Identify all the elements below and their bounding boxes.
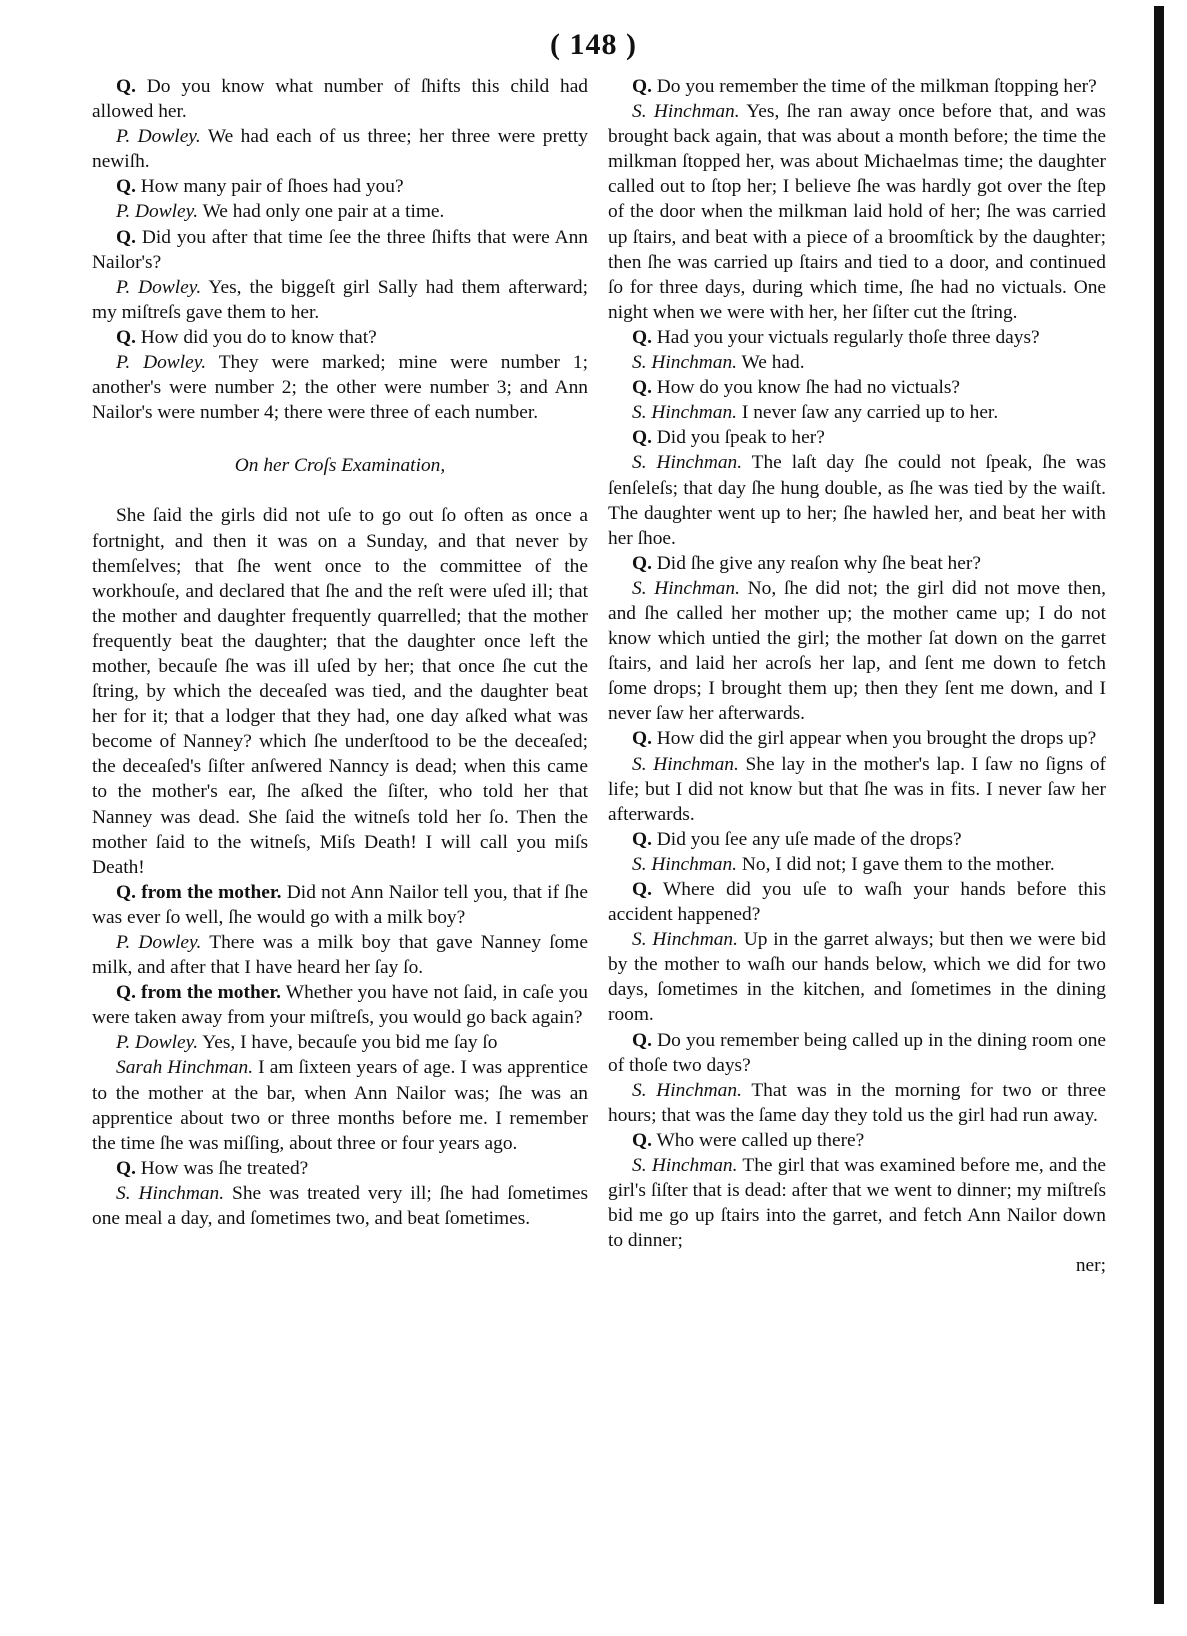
paragraph-text: Do you know what number of ſhifts this child had allowed her.	[92, 76, 588, 123]
speaker-label: Q.	[632, 828, 652, 850]
speaker-label: Q. from the mother.	[116, 982, 282, 1004]
section-heading: On her Croſs Examination,	[234, 455, 446, 477]
speaker-label: S. Hinchman.	[632, 402, 738, 424]
speaker-label: S. Hinchman.	[632, 1155, 738, 1177]
paragraph-text: The girl that was examined before me, and the girl's ſiſter that is dead: after that we went to dinner; my miſtreſs bid me go up ſtairs into the garret, and fetch Ann Nailor down to dinner;	[608, 1155, 1106, 1252]
speaker-label: P. Dowley.	[116, 352, 207, 374]
left-column	[92, 74, 588, 1231]
answer-paragraph	[608, 752, 1106, 827]
paragraph-text: The laſt day ſhe could not ſpeak, ſhe was ſenſeleſs; that day ſhe hung double, as ſhe was tied by the waiſt. The daughter went up to her; ſhe hawled her, and beat her with her ſhoe.	[608, 452, 1106, 549]
paragraph-text: Up in the garret always; but then we were bid by the mother to waſh our hands below, which we did for two days, ſometimes in the kitchen, and ſometimes in the dining room.	[608, 929, 1106, 1026]
question-paragraph	[92, 225, 588, 275]
catchword: ner;	[1075, 1255, 1106, 1277]
answer-paragraph	[608, 450, 1106, 550]
page-edge-shadow	[1154, 6, 1164, 1604]
speaker-label: Q.	[632, 1029, 652, 1051]
speaker-label: Q.	[116, 76, 136, 97]
paragraph-text: Did you ſee any uſe made of the drops?	[656, 828, 962, 850]
paragraph-text: Do you remember the time of the milkman ſtopping her?	[656, 76, 1097, 97]
answer-paragraph	[92, 275, 588, 325]
answer-paragraph	[92, 350, 588, 425]
question-paragraph	[92, 980, 588, 1030]
paragraph-text: She was treated very ill; ſhe had ſometimes one meal a day, and ſometimes two, and beat ſometimes.	[92, 1182, 588, 1230]
paragraph-text: There was a milk boy that gave Nanney ſome milk, and after that I have heard her ſay ſo.	[92, 932, 588, 979]
question-paragraph	[92, 174, 588, 199]
speaker-label: Q.	[632, 326, 652, 348]
speaker-label: Q.	[632, 1129, 652, 1151]
question-paragraph	[608, 425, 1106, 450]
answer-paragraph	[608, 576, 1106, 727]
paragraph-text: How did the girl appear when you brought the drops up?	[656, 728, 1097, 750]
paragraph-text: That was in the morning for two or three hours; that was the ſame day they told us the girl had run away.	[608, 1079, 1106, 1126]
paragraph-text: I never ſaw any carried up to her.	[741, 402, 999, 424]
paragraph-text: Did you ſpeak to her?	[656, 427, 825, 449]
paragraph-text: Yes, ſhe ran away once before that, and was brought back again, that was about a month before; the time the milkman ſtopped her, was about Michaelmas time; the daughter called out to ſtop her; I believe ſhe was hardly got over the ſtep of the door when the milkman laid hold of her; ſhe was carried up ſtairs, and beat with a piece of a broomſtick by the daughter; then ſhe was carried up ſtairs and tied to a door, and continued ſo for three days, during which time, ſhe had no victuals. One night when we were with her, her ſiſter cut the ſtring.	[608, 101, 1106, 323]
speaker-label: P. Dowley.	[116, 276, 202, 298]
answer-paragraph	[608, 99, 1106, 325]
question-paragraph	[608, 325, 1106, 350]
question-paragraph	[608, 375, 1106, 400]
speaker-label: S. Hinchman.	[632, 753, 739, 775]
paragraph-text: Did ſhe give any reaſon why ſhe beat her?	[656, 552, 981, 574]
paragraph-text: How do you know ſhe had no victuals?	[656, 377, 960, 399]
speaker-label: S. Hinchman.	[632, 929, 738, 951]
answer-paragraph	[92, 124, 588, 174]
question-paragraph	[92, 1156, 588, 1181]
paragraph-text: Had you your victuals regularly thoſe three days?	[656, 326, 1040, 348]
narrative-paragraph	[92, 503, 588, 879]
speaker-label: P. Dowley.	[116, 126, 201, 148]
paragraph-text: No, I did not; I gave them to the mother.	[741, 853, 1055, 875]
answer-paragraph	[92, 1055, 588, 1155]
answer-paragraph	[608, 1153, 1106, 1253]
speaker-label: Q.	[632, 552, 652, 574]
speaker-label: Q.	[632, 879, 652, 900]
answer-paragraph	[608, 400, 1106, 425]
answer-paragraph	[608, 927, 1106, 1027]
paragraph-text: How was ſhe treated?	[140, 1157, 309, 1179]
question-paragraph	[608, 726, 1106, 751]
question-paragraph	[608, 1128, 1106, 1153]
speaker-label: Q.	[632, 728, 652, 750]
paragraph-text: Do you remember being called up in the dining room one of thoſe two days?	[608, 1029, 1106, 1076]
speaker-label: Q. from the mother.	[116, 881, 282, 903]
speaker-label: Sarah Hinchman.	[116, 1057, 254, 1079]
answer-paragraph	[92, 1030, 588, 1055]
speaker-label: S. Hinchman.	[632, 452, 743, 474]
paragraph-text: We had only one pair at a time.	[202, 201, 445, 223]
paragraph-text: She ſaid the girls did not uſe to go out ſo often as once a fortnight, and then it was on a Sunday, and that never by themſelves; that ſhe went once to the committee of the workhouſe, and declared that ſhe and the reſt were uſed ill; that the mother and daughter frequently quarrelled; that the mother frequently beat the daughter; that the daughter once left the mother, becauſe ſhe was ill uſed by her; that once ſhe cut the ſtring, by which the deceaſed was tied, and the daughter beat her for it; that a lodger that they had, one day aſked what was become of Nanney? which ſhe underſtood to be the deceaſed; the deceaſed's ſiſter anſwered Nanncy is dead; when this came to the mother's ear, ſhe aſked the ſiſter, who told her that Nanney was dead. She ſaid the witneſs told her ſo. Then the mother ſaid to the witneſs, Miſs Death! I will call you miſs Death!	[92, 505, 588, 878]
speaker-label: P. Dowley.	[116, 201, 199, 223]
question-paragraph	[92, 74, 588, 124]
paragraph-text: Yes, I have, becauſe you bid me ſay ſo	[202, 1032, 498, 1054]
question-paragraph	[608, 827, 1106, 852]
right-column	[608, 74, 1106, 1279]
speaker-label: S. Hinchman.	[116, 1182, 225, 1204]
speaker-label: P. Dowley.	[116, 932, 202, 953]
paragraph-text: Where did you uſe to waſh your hands before this accident happened?	[608, 879, 1106, 926]
speaker-label: Q.	[116, 1157, 136, 1179]
speaker-label: S. Hinchman.	[632, 853, 738, 875]
paragraph-text: Yes, the biggeſt girl Sally had them afterward; my miſtreſs gave them to her.	[92, 276, 588, 323]
speaker-label: Q.	[632, 377, 652, 399]
paragraph-text: Whether you have not ſaid, in caſe you were taken away from your miſtreſs, you would go back again?	[92, 982, 588, 1029]
answer-paragraph	[92, 1181, 588, 1231]
question-paragraph	[608, 1028, 1106, 1078]
answer-paragraph	[608, 852, 1106, 877]
speaker-label: S. Hinchman.	[632, 577, 740, 599]
answer-paragraph	[92, 199, 588, 224]
paragraph-text: No, ſhe did not; the girl did not move then, and ſhe called her mother up; the mother came up; I do not know which untied the girl; the mother ſat down on the garret ſtairs, and laid her acroſs her lap, and ſent me down to fetch ſome drops; I brought them up; then they ſent me down, and I never ſaw her afterwards.	[608, 577, 1106, 725]
paragraph-text: How many pair of ſhoes had you?	[140, 176, 404, 198]
question-paragraph	[608, 877, 1106, 927]
answer-paragraph	[608, 350, 1106, 375]
question-paragraph	[92, 880, 588, 930]
speaker-label: Q.	[632, 76, 652, 97]
speaker-label: P. Dowley.	[116, 1032, 199, 1054]
question-paragraph	[92, 325, 588, 350]
paragraph-text: How did you do to know that?	[140, 326, 377, 348]
paragraph-text: We had.	[741, 352, 805, 374]
speaker-label: S. Hinchman.	[632, 352, 738, 374]
speaker-label: S. Hinchman.	[632, 1079, 742, 1101]
paragraph-text: She lay in the mother's lap. I ſaw no ſigns of life; but I did not know but that ſhe was in fits. I never ſaw her afterwards.	[608, 753, 1106, 825]
page-number: ( 148 )	[550, 28, 637, 61]
paragraph-text: Did not Ann Nailor tell you, that if ſhe was ever ſo well, ſhe would go with a milk boy?	[92, 881, 588, 928]
speaker-label: Q.	[116, 226, 136, 248]
speaker-label: S. Hinchman.	[632, 101, 740, 123]
paragraph-text: Did you after that time ſee the three ſhifts that were Ann Nailor's?	[92, 226, 588, 273]
paragraph-text: We had each of us three; her three were pretty newiſh.	[92, 126, 588, 173]
speaker-label: Q.	[116, 176, 136, 198]
answer-paragraph	[608, 1078, 1106, 1128]
paragraph-text: They were marked; mine were number 1; another's were number 2; the other were number 3; and Ann Nailor's were number 4; there were three of each number.	[92, 352, 588, 424]
question-paragraph	[608, 551, 1106, 576]
speaker-label: Q.	[632, 427, 652, 449]
question-paragraph	[608, 74, 1106, 99]
speaker-label: Q.	[116, 326, 136, 348]
answer-paragraph	[92, 930, 588, 980]
paragraph-text: Who were called up there?	[656, 1129, 865, 1151]
paragraph-text: I am ſixteen years of age. I was apprentice to the mother at the bar, when Ann Nailor was; ſhe was an apprentice about two or three months before me. I remember the time ſhe was miſſing, about three or four years ago.	[92, 1057, 588, 1154]
